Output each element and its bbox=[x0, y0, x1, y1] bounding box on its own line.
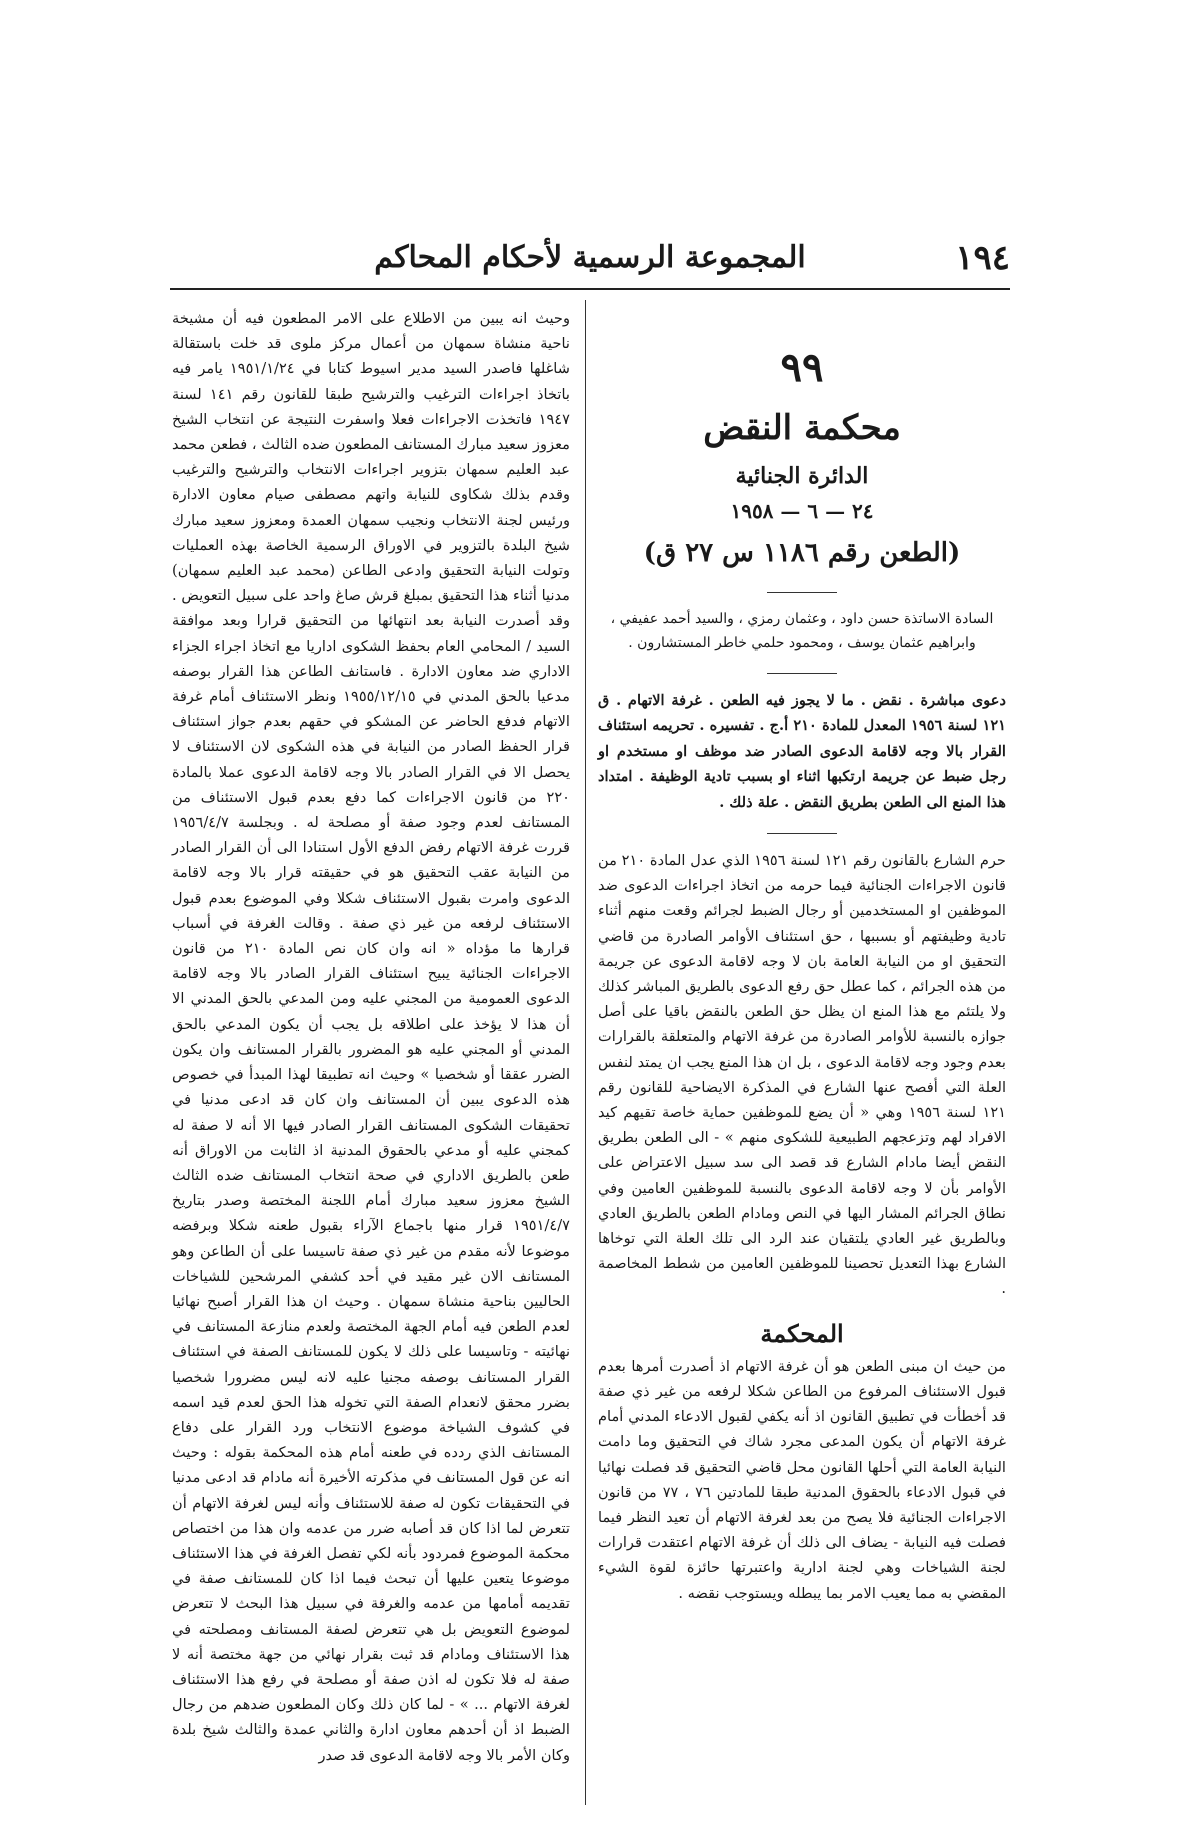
court-heading: المحكمة bbox=[760, 1318, 844, 1348]
court-name: محكمة النقض bbox=[703, 408, 901, 448]
page-number: ١٩٤ bbox=[955, 238, 1010, 278]
case-number: ٩٩ bbox=[780, 344, 824, 391]
appeal-reference: (الطعن رقم ١١٨٦ س ٢٧ ق) bbox=[643, 538, 961, 568]
section-rule bbox=[767, 833, 837, 834]
column-divider bbox=[585, 300, 586, 1805]
section-rule bbox=[767, 673, 837, 674]
legal-principle: حرم الشارع بالقانون رقم ١٢١ لسنة ١٩٥٦ الذي عدل المادة ٢١٠ من قانون الاجراءات الجنائية فيما حرمه من اتخاذ اجراءات الدعوى ضد الموظفين او المستخدمين أو رجال الضبط لجرائم وقعت منهم أثناء تادية وظيفتهم أو بسببها ، حق استئناف الأوامر الصادرة من قاضي التحقيق او من النيابة العامة بان لا وجه لاقامة الدعوى عن جريمة من هذه الجرائم ، كما عطل حق رفع الدعوى بالطريق المباشر كذلك ولا يلتئم مع هذا المنع ان يظل حق الطعن بالنقض باقيا على أصل جوازه بالنسبة للأوامر الصادرة من غرفة الاتهام والمتعلقة بالقرارات بعدم وجود وجه لاقامة الدعوى ، بل ان هذا المنع يجب ان يمتد لنفس العلة التي أفصح عنها الشارع في المذكرة الايضاحية للقانون رقم ١٢١ لسنة ١٩٥٦ وهي « أن يضع للموظفين حماية خاصة تقيهم كيد الافراد لهم وتزعجهم الطبيعية للشكوى منهم » - الى الطعن بطريق النقض أيضا مادام الشارع قد قصد الى سد سبيل الاعتراض على الأوامر بأن لا وجه لاقامة الدعوى بالنسبة للموظفين العامين وفي نطاق الجرائم المشار اليها في النص ومادام الطعن بالطريق العادي وبالطريق غير العادي يلتقيان عند الرد الى تلك العلة التي توخاها الشارع بهذا التعديل تحصينا للموظفين العامين من شطط المخاصمة . bbox=[598, 852, 1006, 1298]
judgment-date: ٢٤ — ٦ — ١٩٥٨ bbox=[730, 499, 874, 523]
judgment-text: من حيث ان مبنى الطعن هو أن غرفة الاتهام اذ أصدرت أمرها بعدم قبول الاستئناف المرفوع من الطاعن شكلا لرفعه من غير ذي صفة قد أخطأت في تطبيق القانون اذ أنه يكفي لقبول الادعاء المدني أمام غرفة الاتهام أن يكون المدعى مجرد شاك في التحقيق وما دامت النيابة العامة التي أحلها القانون محل قاضي التحقيق قد فصلت نهائيا في قبول الادعاء بالحقوق المدنية طبقا للمادتين ٧٦ ، ٧٧ من قانون الاجراءات الجنائية فلا يصح من بعد لغرفة الاتهام أن تعيد النظر فيما فصلت فيه النيابة - يضاف الى ذلك أن غرفة الاتهام اعتقدت قرارات لجنة الشياخات وهي لجنة ادارية واعتبرتها حائزة لقوة الشيء المقضي به مما يعيب الامر بما يبطله ويستوجب نقضه . bbox=[598, 1357, 1006, 1602]
section-rule bbox=[767, 592, 837, 593]
judges-panel: السادة الاساتذة حسن داود ، وعثمان رمزي ، والسيد أحمد عفيفي ، وابراهيم عثمان يوسف ، ومحمود حلمي خاطر المستشارون . bbox=[610, 611, 994, 651]
header-rule bbox=[170, 288, 1010, 290]
running-title: المجموعة الرسمية لأحكام المحاكم bbox=[374, 240, 806, 275]
headnote: دعوى مباشرة . نقض . ما لا يجوز فيه الطعن . غرفة الاتهام . ق ١٢١ لسنة ١٩٥٦ المعدل للمادة ٢١٠ أ.ج . تفسيره . تحريمه استئناف القرار بالا وجه لاقامة الدعوى الصادر ضد موظف او مستخدم او رجل ضبط عن جريمة ارتكبها اثناء او بسبب تادية الوظيفة . امتداد هذا المنع الى الطعن بطريق النقض . علة ذلك . bbox=[598, 692, 1006, 811]
left-column bbox=[172, 306, 570, 1768]
circuit-name: الدائرة الجنائية bbox=[735, 463, 869, 489]
page-header bbox=[170, 238, 1010, 282]
right-column bbox=[598, 340, 1006, 1606]
continued-judgment-text: وحيث انه يبين من الاطلاع على الامر المطعون فيه أن مشيخة ناحية منشاة سمهان من أعمال مركز ملوى قد خلت باستقالة شاغلها فاصدر السيد مدير اسيوط كتابا في ١٩٥١/١/٢٤ يامر فيه باتخاذ اجراءات الترغيب والترشيح طبقا للقانون رقم ١٤١ لسنة ١٩٤٧ فاتخذت الاجراءات فعلا واسفرت النتيجة عن انتخاب الشيخ معزوز سعيد مبارك المستانف المطعون ضده الثالث ، فطعن محمد عبد العليم سمهان بتزوير اجراءات الانتخاب والترشيح والترغيب وقدم بذلك شكاوى للنيابة واتهم مصطفى صيام معاون الادارة ورئيس لجنة الانتخاب ونجيب سمهان العمدة ومعزوز سعيد مبارك شيخ البلدة بالتزوير في الاوراق الرسمية الخاصة بهذه العمليات وتولت النيابة التحقيق وادعى الطاعن (محمد عبد العليم سمهان) مدنيا أثناء هذا التحقيق بمبلغ قرش صاغ واحد على سبيل التعويض . وقد أصدرت النيابة بعد انتهائها من التحقيق قرارا وبعد موافقة السيد / المحامي العام بحفظ الشكوى اداريا مع اتخاذ اجراء الجزاء الاداري ضد معاون الادارة . فاستانف الطاعن هذا القرار بوصفه مدعيا بالحق المدني في ١٩٥٥/١٢/١٥ ونظر الاستئناف أمام غرفة الاتهام فدفع الحاضر عن المشكو في حقهم بعدم جواز استئناف قرار الحفظ الصادر من النيابة في هذه الشكوى لان الاستئناف لا يحصل الا في القرار الصادر بالا وجه لاقامة الدعوى عملا بالمادة ٢٢٠ من قانون الاجراءات كما دفع بعدم قبول الاستئناف من المستانف لعدم وجود صفة أو مصلحة له . وبجلسة ١٩٥٦/٤/٧ قررت غرفة الاتهام رفض الدفع الأول استنادا الى أن القرار الصادر من النيابة عقب التحقيق هو في حقيقته قرار بالا وجه لاقامة الدعوى وامرت بقبول الاستئناف شكلا وفي الموضوع بعدم قبول الاستئناف لرفعه من غير ذي صفة . وقالت الغرفة في أسباب قرارها ما مؤداه « انه وان كان نص المادة ٢١٠ من قانون الاجراءات الجنائية يبيح استئناف القرار الصادر بالا وجه لاقامة الدعوى العمومية من المجني عليه ومن المدعي بالحق المدني الا أن هذا لا يؤخذ على اطلاقه بل يجب أن يكون المدعي بالحق المدني أو المجني عليه هو المضرور بالقرار المستانف وان يكون الضرر عققا أو شخصيا » وحيث انه تطبيقا لهذا المبدأ في خصوص هذه الدعوى يبين أن المستانف وان كان قد ادعى مدنيا في تحقيقات الشكوى المستانف القرار الصادر فيها الا أنه لا صفة له كمجني عليه أو مدعي بالحقوق المدنية اذ الثابت من الاوراق أنه طعن بالطريق الاداري في صحة انتخاب المستانف ضده الثالث الشيخ معزوز سعيد مبارك أمام اللجنة المختصة وصدر بتاريخ ١٩٥١/٤/٧ قرار منها باجماع الآراء بقبول طعنه شكلا وبرفضه موضوعا لأنه مقدم من غير ذي صفة تاسيسا على أن الطاعن وهو المستانف الان غير مقيد في أحد كشفي المرشحين للشياخات الحاليين بناحية منشاة سمهان . وحيث ان هذا القرار أصبح نهائيا لعدم الطعن فيه أمام الجهة المختصة ولعدم منازعة المستانف في نهائيته - وتاسيسا على ذلك لا يكون للمستانف الصفة في استئناف القرار المستانف بوصفه مجنيا عليه لانه ليس مضرورا شخصيا بضرر محقق لانعدام الصفة التي تخوله هذا الحق لعدم قيد اسمه في كشوف الشياخة موضوع الانتخاب ورد القرار على دفاع المستانف الذي ردده في طعنه أمام هذه المحكمة بقوله : وحيث انه عن قول المستانف في مذكرته الأخيرة أنه مادام قد ادعى مدنيا في التحقيقات تكون له صفة للاستئناف وأنه ليس لغرفة الاتهام أن تتعرض لما اذا كان قد أصابه ضرر من عدمه وان هذا من اختصاص محكمة الموضوع فمردود بأنه لكي تفصل الغرفة في هذا الاستئناف موضوعا يتعين عليها أن تبحث فيما اذا كان للمستانف صفة في تقديمه أمامها من عدمه والغرفة في سبيل هذا البحث لا تتعرض لموضوع التعويض بل هي تتعرض لصفة المستانف ومصلحته في هذا الاستئناف ومادام قد ثبت بقرار نهائي من جهة مختصة أنه لا صفة له فلا تكون له اذن صفة أو مصلحة في رفع هذا الاستئناف لغرفة الاتهام ... » - لما كان ذلك وكان المطعون ضدهم من رجال الضبط اذ أن أحدهم معاون ادارة والثاني عمدة والثالث شيخ بلدة وكان الأمر بالا وجه لاقامة الدعوى قد صدر bbox=[172, 310, 570, 1764]
